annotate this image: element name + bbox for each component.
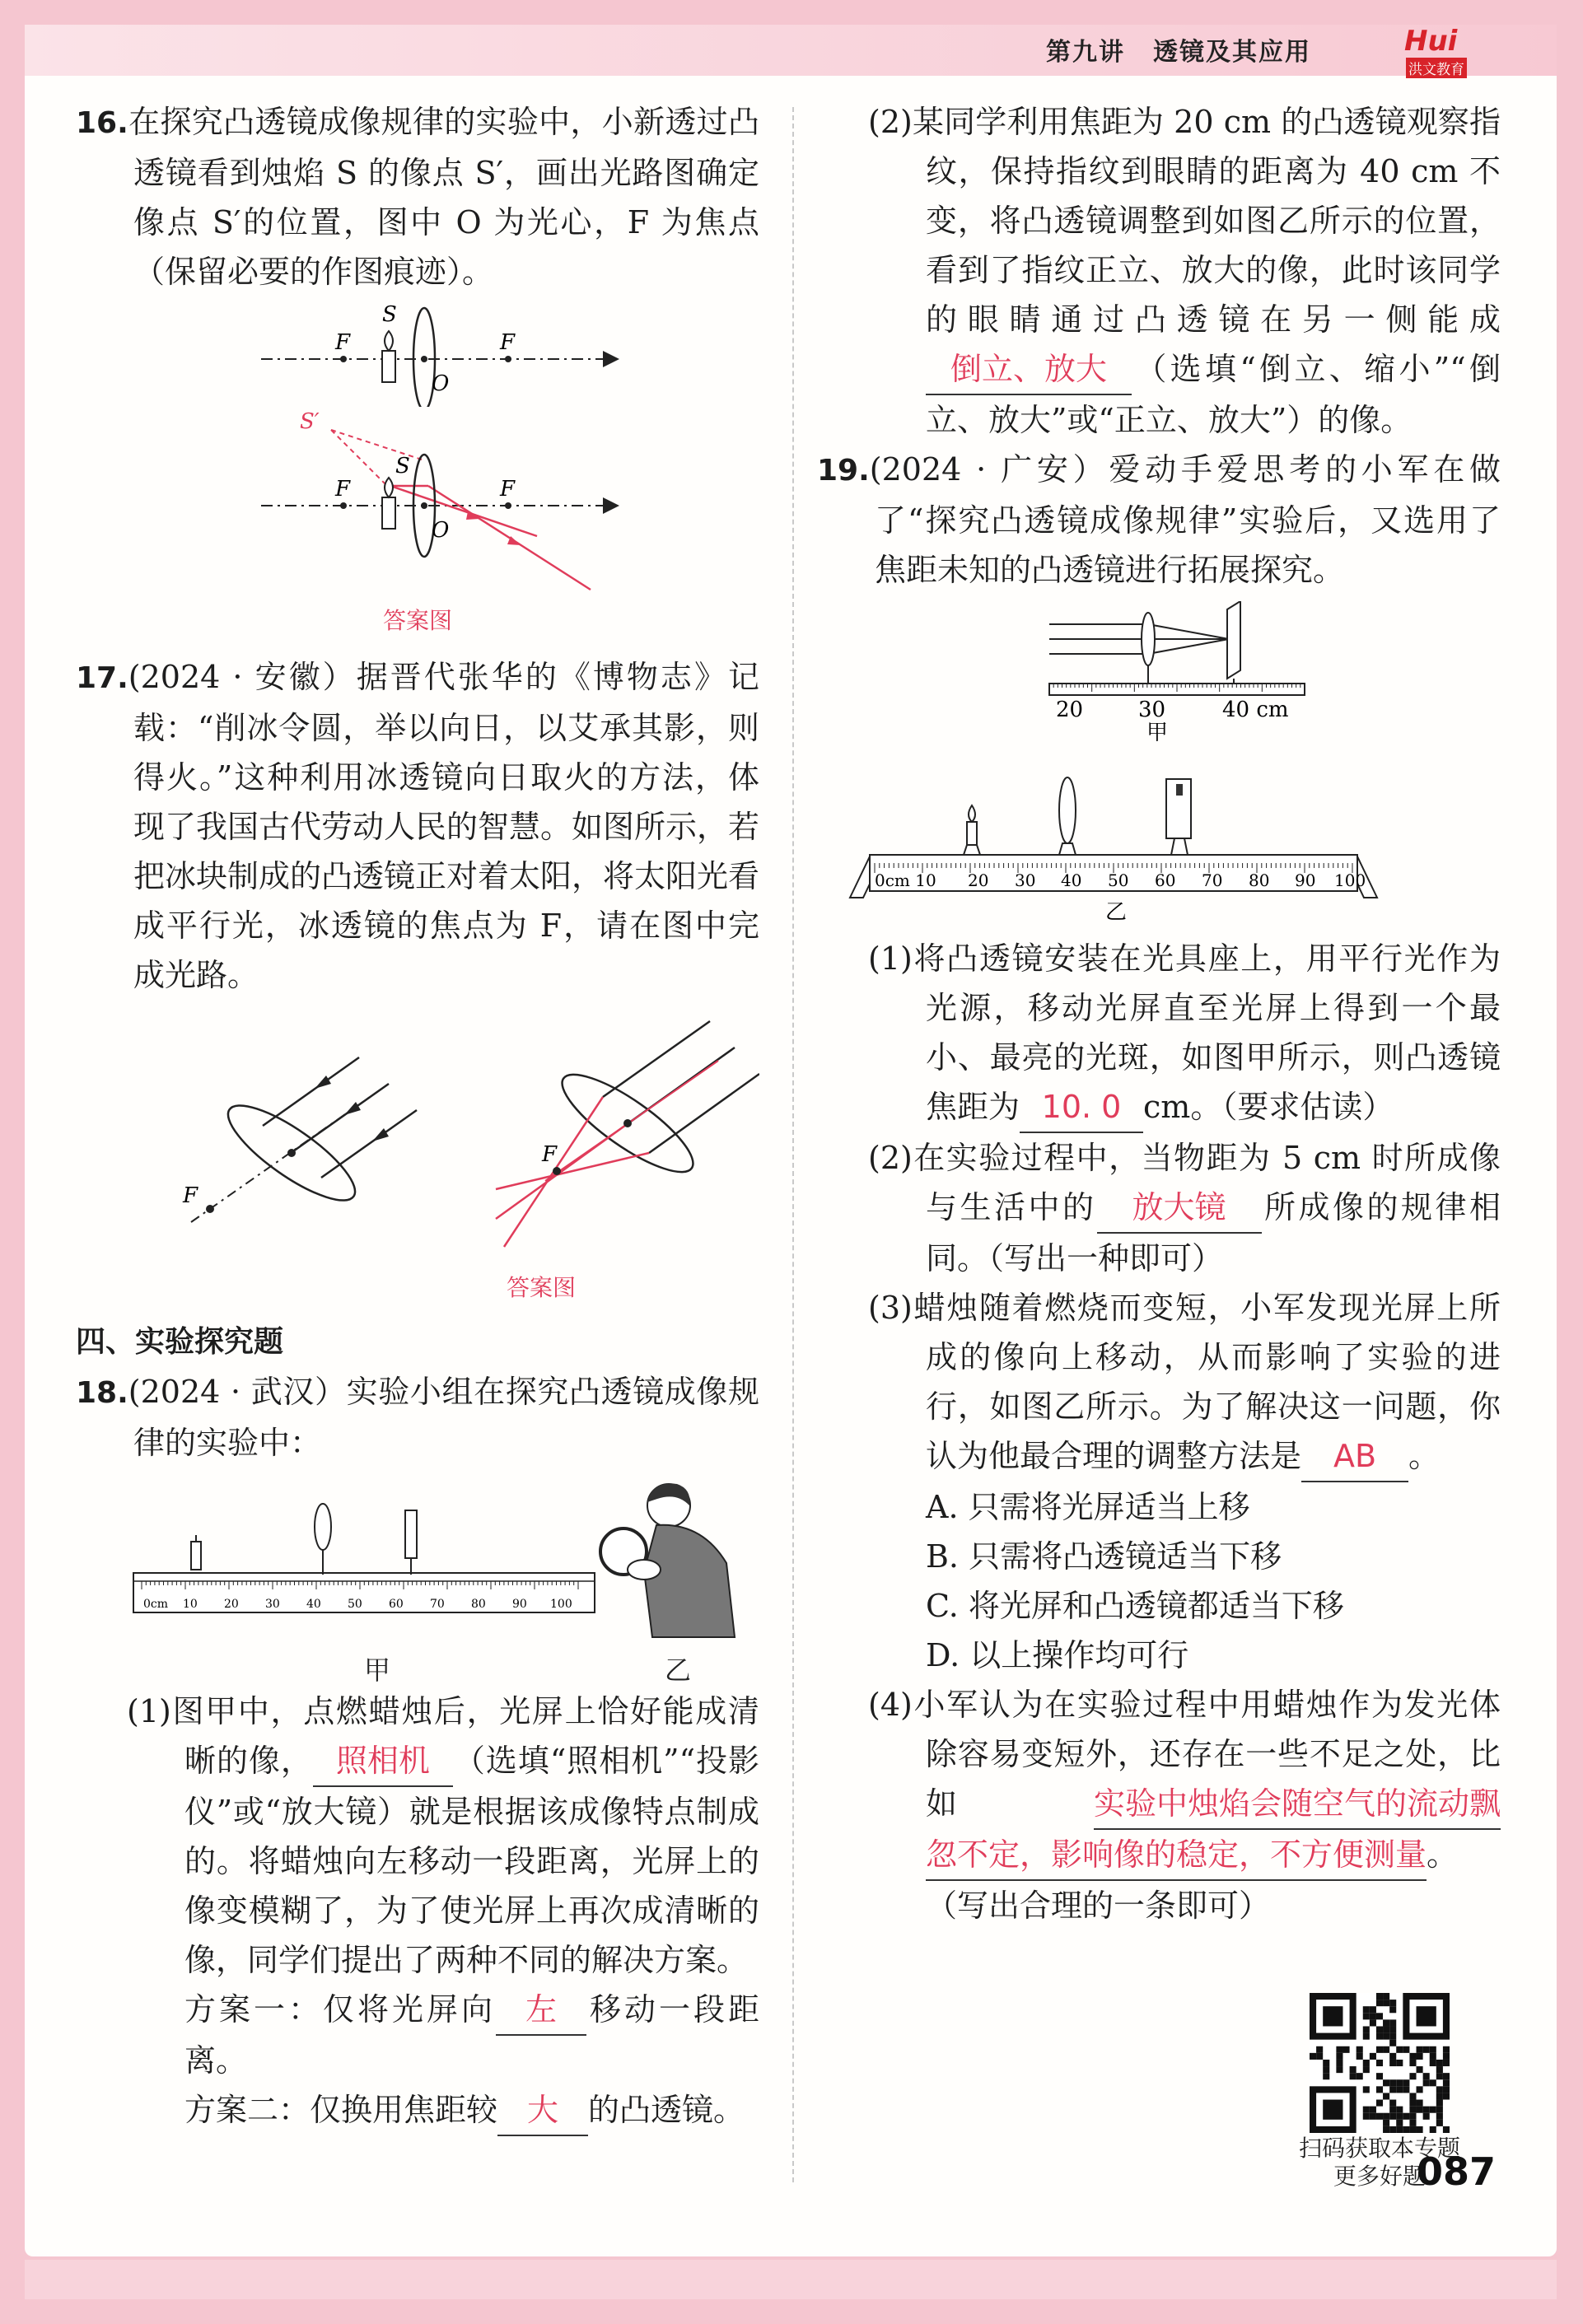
qr-module xyxy=(1383,1993,1389,2000)
qr-module xyxy=(1336,2053,1343,2060)
part-text: 某同学利用焦距为 20 cm 的凸透镜观察指纹，保持指纹到眼睛的距离为 40 cm 不变，将凸透镜调整到如图乙所示的位置，看到了指纹正立、放大的像，此时该同学的眼睛通过凸透镜在另一侧能成 xyxy=(912,104,1501,338)
holder-candle xyxy=(964,845,980,855)
qr-module xyxy=(1383,2000,1389,2006)
answer-blank[interactable]: AB xyxy=(1301,1431,1408,1482)
answer-label-F-left: F xyxy=(335,477,351,502)
converge-ray-3 xyxy=(1148,639,1229,654)
fig-yi-caption: 乙 xyxy=(665,1654,692,1686)
tick-label: 30 xyxy=(265,1598,280,1611)
qr-module xyxy=(1389,2000,1396,2006)
qr-module xyxy=(1389,2006,1396,2013)
qr-module xyxy=(1389,2040,1396,2046)
part-number: (2) xyxy=(868,104,913,140)
q18-plan-2 xyxy=(76,2085,759,2136)
q17-ans-center-dot xyxy=(623,1119,632,1127)
qr-module xyxy=(1403,2046,1409,2053)
qr-module xyxy=(1389,2100,1396,2107)
q19-part-4-note: （写出合理的一条即可） xyxy=(926,1888,1271,1924)
label-S: S xyxy=(382,302,397,327)
qr-module xyxy=(1376,2086,1383,2093)
part-text: 方案一：仅将光屏向 xyxy=(184,1991,496,2028)
option-c: C. 将光屏和凸透镜都适当下移 xyxy=(926,1588,1344,1624)
qr-module xyxy=(1396,2079,1403,2086)
q19-part-1 xyxy=(817,934,1501,1133)
qr-module xyxy=(1423,2079,1430,2086)
qr-module xyxy=(1403,2086,1409,2093)
student-with-magnifier-illustration xyxy=(600,1483,735,1637)
qr-module xyxy=(1430,2046,1436,2053)
chapter-label: 第九讲 xyxy=(1046,38,1125,67)
part-number: (3) xyxy=(868,1290,913,1326)
part-text: 将凸透镜安装在光具座上，用平行光作为光源，移动光屏直至光屏上得到一个最小、最亮的光斑，如图甲所示，则凸透镜焦距为 xyxy=(912,940,1501,1125)
qr-module xyxy=(1430,2107,1436,2113)
q17-ans-label-F: F xyxy=(542,1142,558,1167)
qr-module xyxy=(1383,2033,1389,2040)
qr-module xyxy=(1383,2079,1389,2086)
qr-module xyxy=(1396,2060,1403,2066)
tick-label: 50 xyxy=(348,1598,362,1611)
part-text: 。 xyxy=(1427,1836,1459,1873)
qr-module xyxy=(1370,2013,1376,2019)
qr-module xyxy=(1383,2126,1389,2133)
qr-module xyxy=(1436,2107,1443,2113)
answer-axis-arrow xyxy=(603,497,619,514)
tick-label: 60 xyxy=(389,1598,404,1611)
qr-module xyxy=(1343,2046,1349,2053)
answer-blank[interactable]: 放大镜 xyxy=(1097,1183,1262,1234)
qr-module xyxy=(1323,2060,1329,2066)
qr-module xyxy=(1370,2019,1376,2026)
qr-module xyxy=(1383,2113,1389,2120)
yi-candle xyxy=(967,822,977,845)
qr-module xyxy=(1357,2046,1363,2053)
question-17 xyxy=(76,652,759,1000)
answer-center-dot xyxy=(421,502,427,509)
qr-module xyxy=(1383,2019,1389,2026)
qr-module xyxy=(1376,2000,1383,2006)
qr-module xyxy=(1323,2073,1329,2079)
qr-module xyxy=(1436,2086,1443,2093)
yi-tick-20: 20 xyxy=(968,870,989,890)
answer-label-S: S xyxy=(395,454,410,478)
qr-module xyxy=(1376,2013,1383,2019)
qr-module xyxy=(1417,2107,1423,2113)
qr-module xyxy=(1443,2079,1450,2086)
qr-module xyxy=(1383,2026,1389,2032)
qr-module xyxy=(1403,2079,1409,2086)
q17-ans-ray-1 xyxy=(603,1021,710,1097)
label-O: O xyxy=(432,371,450,396)
jia-tick-20: 20 xyxy=(1056,698,1084,722)
question-text: (2024 · 武汉）实验小组在探究凸透镜成像规律的实验中： xyxy=(128,1374,759,1461)
qr-module xyxy=(1336,2060,1343,2066)
left-column xyxy=(76,97,759,2136)
answer-label-O: O xyxy=(432,518,450,543)
qr-module xyxy=(1383,2120,1389,2126)
part-text: 图甲中，点燃蜡烛后，光屏上恰好能成清晰的像， xyxy=(170,1693,759,1779)
qr-module xyxy=(1376,2046,1383,2053)
qr-module xyxy=(1436,2100,1443,2107)
q17-ray-arrow-2 xyxy=(344,1102,361,1115)
yi-tick-100: 100 xyxy=(1334,870,1366,890)
qr-module xyxy=(1409,2126,1416,2133)
qr-module xyxy=(1363,2086,1370,2093)
q17-question-diagram xyxy=(182,1057,417,1222)
option-b: B. 只需将凸透镜适当下移 xyxy=(926,1538,1282,1575)
part-text: （选填“照相机”“投影仪”或“放大镜）就是根据该成像特点制成的。将蜡烛向左移动一段距离，光屏上的像变模糊了，为了使光屏上再次成清晰的像，同学们提出了两种不同的解决方案。 xyxy=(184,1743,759,1978)
part-number: (2) xyxy=(868,1140,913,1176)
qr-finder xyxy=(1323,2006,1343,2026)
yi-tick-90: 90 xyxy=(1295,870,1316,890)
qr-module xyxy=(1443,2086,1450,2093)
qr-module xyxy=(1363,2107,1370,2113)
yi-tick-50: 50 xyxy=(1108,870,1129,890)
part-text: cm。（要求估读） xyxy=(1143,1089,1394,1125)
footer-band xyxy=(25,2260,1557,2299)
question-text: 在探究凸透镜成像规律的实验中，小新透过凸透镜看到烛焰 S 的像点 S′，画出光路图确定像点 S′的位置，图中 O 为光心，F 为焦点（保留必要的作图痕迹）。 xyxy=(128,104,759,290)
question-text: (2024 · 广安）爱动手爱思考的小军在做了“探究凸透镜成像规律”实验后，又选用了焦距未知的凸透镜进行拓展探究。 xyxy=(869,451,1501,588)
yi-flame xyxy=(969,805,975,822)
hand xyxy=(628,1560,661,1580)
part-text: 。 xyxy=(1408,1438,1441,1474)
jia-caption: 甲 xyxy=(1146,721,1169,741)
focus-left-dot xyxy=(340,356,347,362)
part-number: (1) xyxy=(127,1693,171,1729)
column-divider xyxy=(792,107,794,2182)
qr-module xyxy=(1443,2053,1450,2060)
qr-module xyxy=(1409,2107,1416,2113)
answer-focus-right-dot xyxy=(505,502,511,509)
q18-part-2 xyxy=(817,97,1501,445)
qr-module xyxy=(1363,2033,1370,2040)
qr-module xyxy=(1417,2053,1423,2060)
qr-module xyxy=(1370,2006,1376,2013)
refracted-ray-1 xyxy=(390,486,537,536)
axis-arrow xyxy=(603,351,619,367)
question-16 xyxy=(76,97,759,296)
part-text: 在实验过程中，当物距为 5 cm 时所成像与生活中的 xyxy=(912,1140,1501,1225)
q19-figure-yi xyxy=(817,741,1501,922)
qr-caption-line-1: 扫码获取本专题 xyxy=(1298,2135,1460,2162)
focus-right-dot xyxy=(505,356,511,362)
qr-module xyxy=(1383,2093,1389,2099)
q18-figure xyxy=(76,1472,759,1645)
candle-body xyxy=(382,351,395,382)
yi-tick-80: 80 xyxy=(1249,870,1270,890)
qr-module xyxy=(1436,2066,1443,2073)
optical-center-dot xyxy=(421,356,427,362)
qr-module xyxy=(1436,2093,1443,2099)
qr-module xyxy=(1423,2113,1430,2120)
yi-tick-60: 60 xyxy=(1155,870,1176,890)
yi-screen-image xyxy=(1176,784,1183,796)
part-text: 小军认为在实验过程中用蜡烛作为发光体除容易变短外，还存在一些不足之处，比如 xyxy=(912,1687,1501,1822)
part-text: 所成像的规律相同。（写出一种即可） xyxy=(926,1189,1501,1276)
qr-module xyxy=(1409,2113,1416,2120)
q17-ray-arrow-3 xyxy=(372,1128,389,1141)
qr-module xyxy=(1430,2079,1436,2086)
option-d: D. 以上操作均可行 xyxy=(926,1637,1189,1673)
label-F-left: F xyxy=(335,330,351,355)
qr-module xyxy=(1403,2113,1409,2120)
yi-tick-0-10: 0cm 10 xyxy=(875,870,936,890)
q17-label-F: F xyxy=(183,1183,198,1208)
qr-code[interactable] xyxy=(1310,1993,1450,2133)
qr-module xyxy=(1376,2113,1383,2120)
q17-ans-focus-dot xyxy=(553,1167,561,1175)
qr-module xyxy=(1363,2026,1370,2032)
qr-module xyxy=(1363,2013,1370,2019)
label-F-right: F xyxy=(500,330,516,355)
answer-blank[interactable]: 倒立、放大 xyxy=(926,344,1132,395)
tick-label: 20 xyxy=(224,1598,239,1611)
qr-module xyxy=(1396,2086,1403,2093)
qr-module xyxy=(1409,2073,1416,2079)
qr-module xyxy=(1430,2126,1436,2133)
qr-module xyxy=(1430,2060,1436,2066)
qr-module xyxy=(1363,2060,1370,2066)
logo-mark: Hui xyxy=(1404,25,1458,58)
question-number: 17. xyxy=(76,661,128,695)
qr-module xyxy=(1376,2100,1383,2107)
answer-blank[interactable]: 10. 0 xyxy=(1020,1082,1143,1133)
topic-label: 透镜及其应用 xyxy=(1153,38,1311,67)
lens xyxy=(315,1504,331,1550)
qr-module xyxy=(1443,2093,1450,2099)
answer-blank[interactable]: 照相机 xyxy=(313,1736,453,1787)
qr-module xyxy=(1370,2053,1376,2060)
qr-module xyxy=(1389,2026,1396,2032)
answer-label-S-prime: S′ xyxy=(300,409,320,434)
qr-module xyxy=(1383,2046,1389,2053)
qr-module xyxy=(1396,2113,1403,2120)
qr-module xyxy=(1417,2046,1423,2053)
q16-figure xyxy=(76,300,759,407)
qr-module xyxy=(1376,2060,1383,2066)
yi-tick-40: 40 xyxy=(1061,870,1082,890)
qr-module xyxy=(1396,2120,1403,2126)
qr-module xyxy=(1403,2126,1409,2133)
q16-answer-caption: 答案图 xyxy=(382,607,452,634)
qr-module xyxy=(1409,2060,1416,2066)
yi-lens xyxy=(1059,777,1076,843)
qr-module xyxy=(1409,2120,1416,2126)
question-text: (2024 · 安徽）据晋代张华的《博物志》记载：“削冰令圆，举以向日，以艾承其影，则得火。”这种利用冰透镜向日取火的方法，体现了我国古代劳动人民的智慧。如图所示，若把冰块制成的凸透镜正对着太阳，将太阳光看成平行光，冰透镜的焦点为 F，请在图中完成光路。 xyxy=(128,659,760,993)
logo-subtext: 洪文教育 xyxy=(1406,58,1467,78)
answer-blank[interactable]: 大 xyxy=(497,2085,588,2136)
part-number: (1) xyxy=(868,940,913,977)
jia-screen xyxy=(1227,601,1240,679)
qr-module xyxy=(1336,2066,1343,2073)
qr-module xyxy=(1389,2060,1396,2066)
qr-module xyxy=(1389,2113,1396,2120)
q17-ray-arrow-1 xyxy=(315,1076,331,1089)
holder-screen xyxy=(1171,838,1188,855)
qr-module xyxy=(1423,2046,1430,2053)
yi-tick-30: 30 xyxy=(1015,870,1036,890)
qr-module xyxy=(1323,2066,1329,2073)
q18-part-1 xyxy=(76,1687,759,1985)
qr-module xyxy=(1396,2126,1403,2133)
qr-module xyxy=(1336,2046,1343,2053)
qr-module xyxy=(1389,2079,1396,2086)
qr-module xyxy=(1389,2086,1396,2093)
qr-module xyxy=(1436,2060,1443,2066)
qr-module xyxy=(1357,2073,1363,2079)
qr-module xyxy=(1396,2107,1403,2113)
q17-ans-refract-2 xyxy=(496,1125,626,1219)
candle xyxy=(191,1542,201,1570)
tick-label: 80 xyxy=(471,1598,486,1611)
qr-module xyxy=(1370,2107,1376,2113)
q17-ans-ray-3 xyxy=(649,1074,759,1153)
jia-tick-30: 30 xyxy=(1138,698,1166,722)
q18-plan-1 xyxy=(76,1985,759,2085)
qr-module xyxy=(1376,1993,1383,2000)
qr-module xyxy=(1417,2100,1423,2107)
part-text: （选填“倒立、缩小”“倒立、放大”或“正立、放大”）的像。 xyxy=(926,351,1501,438)
header-title xyxy=(1046,31,1339,68)
answer-blank[interactable]: 忽不定，影响像的稳定，不方便测量 xyxy=(926,1830,1427,1881)
qr-module xyxy=(1443,2126,1450,2133)
qr-module xyxy=(1363,2006,1370,2013)
part-text: 方案二：仅换用焦距较 xyxy=(184,2092,498,2128)
jia-tick-40: 40 cm xyxy=(1222,698,1289,722)
qr-module xyxy=(1430,2053,1436,2060)
jia-lens xyxy=(1142,613,1155,665)
qr-module xyxy=(1417,2126,1423,2133)
yi-caption: 乙 xyxy=(1105,900,1128,922)
qr-module xyxy=(1363,2066,1370,2073)
answer-blank[interactable]: 左 xyxy=(496,1985,586,2036)
qr-module xyxy=(1389,2053,1396,2060)
part-text: 蜡烛随着燃烧而变短，小军发现光屏上所成的像向上移动，从而影响了实验的进行，如图乙所示。为了解决这一问题，你认为他最合理的调整方法是 xyxy=(912,1290,1501,1474)
screen xyxy=(405,1510,417,1558)
qr-module xyxy=(1357,2053,1363,2060)
tick-label: 0cm xyxy=(143,1598,169,1611)
qr-module xyxy=(1423,2107,1430,2113)
q19-part-2 xyxy=(817,1133,1501,1283)
q17-focus-dot xyxy=(206,1205,214,1213)
body xyxy=(644,1525,735,1637)
qr-module xyxy=(1389,2107,1396,2113)
yi-tick-70: 70 xyxy=(1202,870,1223,890)
part-number: (4) xyxy=(868,1687,913,1723)
qr-module xyxy=(1396,2046,1403,2053)
qr-module xyxy=(1409,2053,1416,2060)
qr-module xyxy=(1363,2113,1370,2120)
tick-label: 100 xyxy=(550,1598,572,1611)
q17-figure xyxy=(76,1008,759,1263)
part-text: 的凸透镜。 xyxy=(588,2092,745,2128)
qr-module xyxy=(1350,2073,1357,2079)
question-19 xyxy=(817,445,1501,595)
converge-ray-1 xyxy=(1148,624,1229,639)
qr-module xyxy=(1443,2060,1450,2066)
q17-center-dot xyxy=(287,1149,296,1157)
fig-jia-caption: 甲 xyxy=(364,1654,391,1686)
qr-module xyxy=(1409,2100,1416,2107)
publisher-logo xyxy=(1404,25,1495,78)
yi-holders xyxy=(964,838,1188,855)
qr-module xyxy=(1376,2033,1383,2040)
qr-module xyxy=(1436,2073,1443,2079)
qr-finder xyxy=(1323,2100,1343,2120)
tick-label: 70 xyxy=(430,1598,445,1611)
answer-candle-flame xyxy=(385,478,393,497)
part-text: 移动一段距离。 xyxy=(184,1991,759,2079)
q18-figure-captions xyxy=(76,1645,759,1687)
qr-module xyxy=(1310,2053,1316,2060)
qr-module xyxy=(1376,2073,1383,2079)
section-heading: 四、实验探究题 xyxy=(76,1325,284,1359)
tick-label: 90 xyxy=(512,1598,527,1611)
question-18 xyxy=(76,1367,759,1468)
qr-module xyxy=(1370,2113,1376,2120)
question-number: 18. xyxy=(76,1376,128,1410)
qr-module xyxy=(1389,2126,1396,2133)
qr-module xyxy=(1316,2046,1323,2053)
answer-blank[interactable]: 实验中烛焰会随空气的流动飘 xyxy=(1094,1779,1501,1830)
qr-finder xyxy=(1417,2006,1436,2026)
page-number: 087 xyxy=(1417,2149,1497,2194)
right-column xyxy=(817,97,1501,1930)
qr-module xyxy=(1417,2066,1423,2073)
qr-module xyxy=(1350,2066,1357,2073)
holder-lens xyxy=(1059,843,1076,855)
tick-label: 40 xyxy=(306,1598,321,1611)
question-number: 16. xyxy=(76,106,128,140)
q19-figure-jia xyxy=(817,601,1501,741)
qr-module xyxy=(1316,2053,1323,2060)
qr-caption-line-2: 更多好题 xyxy=(1333,2163,1426,2190)
q17-ans-refract-3 xyxy=(496,1153,649,1189)
option-a: A. 只需将光屏适当上移 xyxy=(926,1489,1250,1525)
answer-focus-left-dot xyxy=(340,502,347,509)
q19-part-4 xyxy=(817,1680,1501,1881)
qr-module xyxy=(1423,2073,1430,2079)
answer-candle-body xyxy=(382,497,395,529)
candle-flame xyxy=(385,331,393,351)
qr-module xyxy=(1389,2033,1396,2040)
q17-answer-diagram xyxy=(496,1021,759,1247)
qr-module xyxy=(1389,2019,1396,2026)
qr-module xyxy=(1409,2093,1416,2099)
q19-part-3 xyxy=(817,1283,1501,1482)
q16-answer-figure xyxy=(76,407,759,596)
tick-label: 10 xyxy=(183,1598,198,1611)
qr-module xyxy=(1443,2046,1450,2053)
q17-answer-caption: 答案图 xyxy=(506,1274,576,1301)
question-number: 19. xyxy=(817,454,870,488)
qr-module xyxy=(1436,2113,1443,2120)
qr-module xyxy=(1417,2086,1423,2093)
qr-module xyxy=(1376,2026,1383,2032)
qr-module xyxy=(1436,2120,1443,2126)
qr-module xyxy=(1443,2073,1450,2079)
answer-label-F-right: F xyxy=(500,477,516,502)
